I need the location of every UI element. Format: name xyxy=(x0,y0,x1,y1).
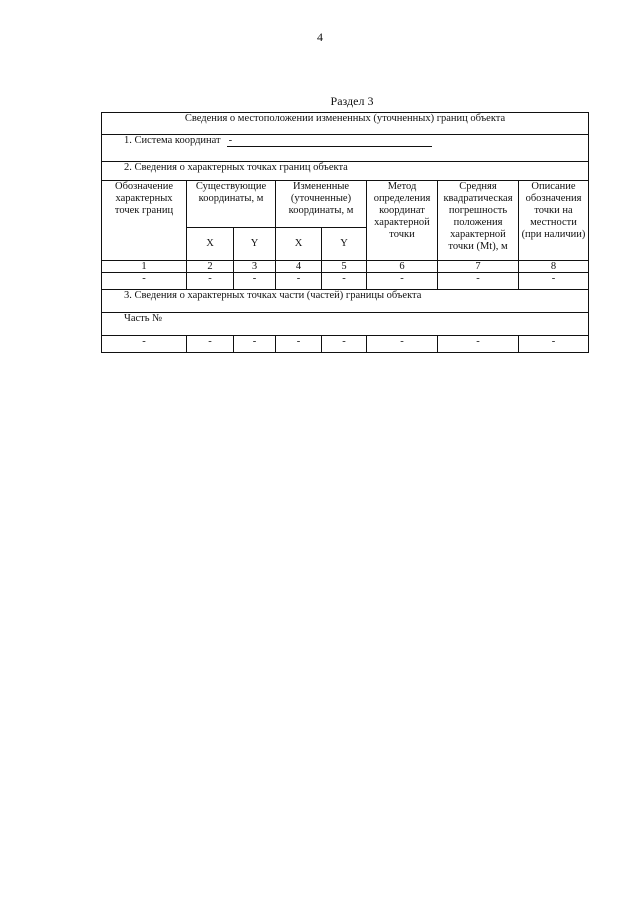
table-cell: - xyxy=(276,336,322,353)
column-number: 8 xyxy=(519,261,589,273)
column-number: 6 xyxy=(367,261,438,273)
table-cell: - xyxy=(322,336,367,353)
coordinate-system-cell xyxy=(102,135,589,162)
table-cell: - xyxy=(187,273,234,290)
table-title-row xyxy=(102,113,589,135)
coordinate-system-value: - xyxy=(227,135,432,147)
subsection-2-title: 2. Сведения о характерных точках границ объекта xyxy=(102,162,589,181)
subsection-2-row xyxy=(102,162,589,181)
boundary-table xyxy=(101,112,589,353)
table-cell: - xyxy=(276,273,322,290)
column-number: 3 xyxy=(234,261,276,273)
subsection-3-row xyxy=(102,290,589,313)
header-designation: Обозначение характерных точек границ xyxy=(102,181,187,261)
page-number: 4 xyxy=(317,30,323,44)
section-title: Раздел 3 xyxy=(330,94,374,108)
table-cell: - xyxy=(102,336,187,353)
table-cell: - xyxy=(438,336,519,353)
table-cell: - xyxy=(367,336,438,353)
coordinate-system-label: 1. Система координат xyxy=(124,135,221,146)
header-x-changed: X xyxy=(276,228,322,261)
table-cell: - xyxy=(102,273,187,290)
header-x-existing: X xyxy=(187,228,234,261)
header-row-1 xyxy=(102,181,589,228)
table-cell: - xyxy=(519,273,589,290)
coordinate-system-row xyxy=(102,135,589,162)
table-cell: - xyxy=(367,273,438,290)
column-number: 2 xyxy=(187,261,234,273)
part-number-label: Часть № xyxy=(102,313,589,336)
header-y-changed: Y xyxy=(322,228,367,261)
header-y-existing: Y xyxy=(234,228,276,261)
table-cell: - xyxy=(234,273,276,290)
column-numbers-row xyxy=(102,261,589,273)
table-cell: - xyxy=(187,336,234,353)
table-cell: - xyxy=(438,273,519,290)
header-mean-error: Средняя квадратическая погрешность положения характерной точки (Mt), м xyxy=(438,181,519,261)
table-row xyxy=(102,336,589,353)
table-cell: - xyxy=(519,336,589,353)
header-existing-coords: Существующие координаты, м xyxy=(187,181,276,228)
column-number: 7 xyxy=(438,261,519,273)
table-row xyxy=(102,273,589,290)
header-changed-coords: Измененные (уточненные) координаты, м xyxy=(276,181,367,228)
header-method: Метод определения координат характерной точки xyxy=(367,181,438,261)
part-number-row xyxy=(102,313,589,336)
column-number: 1 xyxy=(102,261,187,273)
subsection-3-title: 3. Сведения о характерных точках части (частей) границы объекта xyxy=(102,290,589,313)
table-cell: - xyxy=(234,336,276,353)
header-description: Описание обозначения точки на местности (при наличии) xyxy=(519,181,589,261)
column-number: 4 xyxy=(276,261,322,273)
table-cell: - xyxy=(322,273,367,290)
column-number: 5 xyxy=(322,261,367,273)
table-title: Сведения о местоположении измененных (уточненных) границ объекта xyxy=(102,113,589,135)
